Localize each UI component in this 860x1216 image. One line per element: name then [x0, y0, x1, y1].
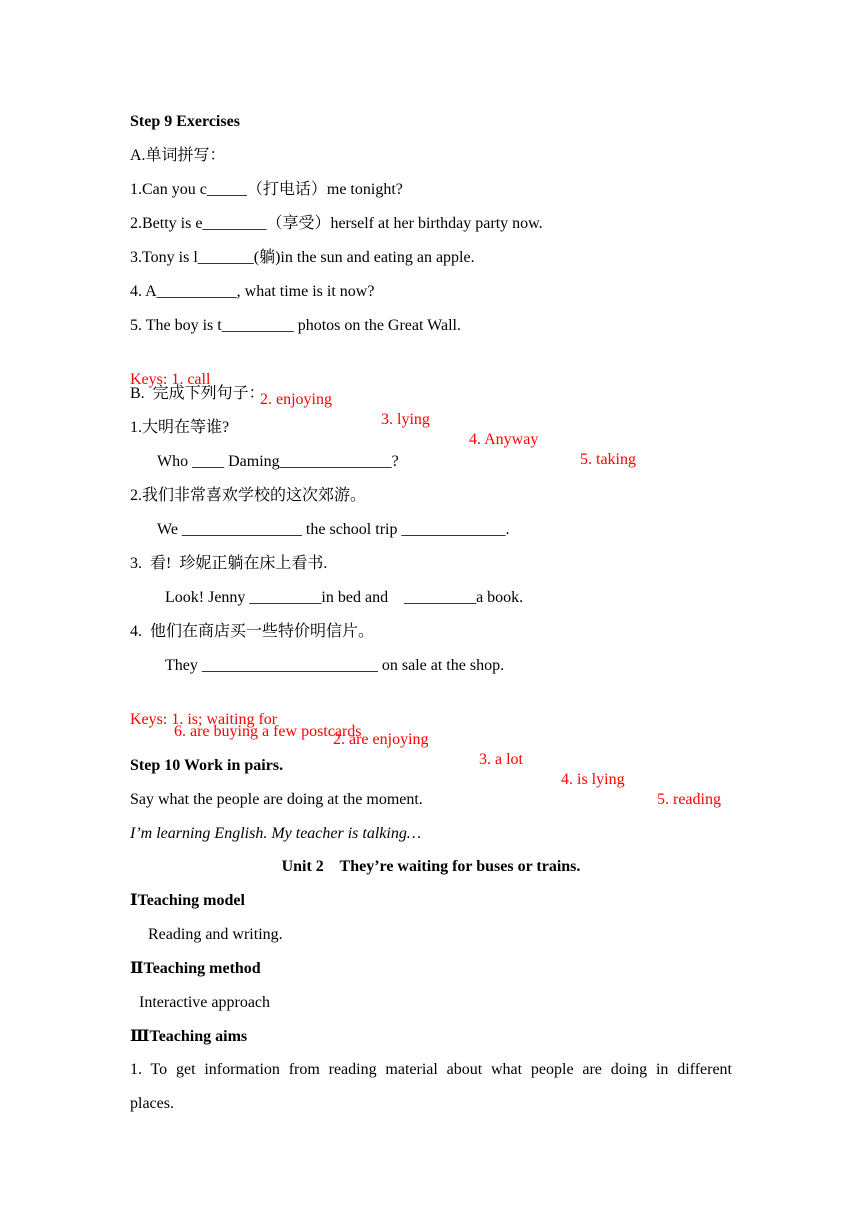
- teaching-model-text: Reading and writing.: [148, 926, 283, 943]
- part-b-answer-1: Who ____ Daming______________?: [157, 453, 399, 470]
- part-a-key-2: 2. enjoying: [260, 391, 332, 408]
- part-b-key-6: 6. are buying a few postcards: [174, 723, 362, 740]
- part-b-answer-2: We _______________ the school trip _____________.: [157, 521, 510, 538]
- teaching-aim-1-line-1: 1. To get information from reading material about what people are doing in different: [130, 1061, 732, 1078]
- part-b-question-4: 4. 他们在商店买一些特价明信片。: [130, 623, 375, 640]
- part-b-answer-3: Look! Jenny _________in bed and _________a book.: [165, 589, 524, 606]
- part-b-question-1: 1.大明在等谁?: [130, 419, 230, 436]
- part-a-item-1: 1.Can you c_____（打电话）me tonight?: [130, 181, 403, 198]
- part-b-keys-label: Keys: 1. is; waiting for: [130, 711, 278, 728]
- part-b-question-2: 2.我们非常喜欢学校的这次郊游。: [130, 487, 367, 504]
- part-a-item-4: 4. A__________, what time is it now?: [130, 283, 375, 300]
- step10-heading: Step 10 Work in pairs.: [130, 757, 284, 774]
- step10-example: I’m learning English. My teacher is talking…: [130, 825, 422, 842]
- part-a-key-5: 5. taking: [580, 451, 636, 468]
- part-a-title: A.单词拼写：: [130, 147, 226, 164]
- part-a-key-4: 4. Anyway: [469, 431, 539, 448]
- step10-instruction: Say what the people are doing at the moment.: [130, 791, 423, 808]
- teaching-aim-1-line-2: places.: [130, 1095, 174, 1112]
- part-a-key-3: 3. lying: [381, 411, 430, 428]
- part-a-item-5: 5. The boy is t_________ photos on the Great Wall.: [130, 317, 461, 334]
- teaching-method-heading: ⅡTeaching method: [130, 960, 261, 977]
- part-b-title: B. 完成下列句子：: [130, 385, 265, 402]
- teaching-aims-heading: ⅢTeaching aims: [130, 1028, 248, 1045]
- unit2-title: Unit 2 They’re waiting for buses or trains.: [281, 858, 581, 875]
- part-a-item-2: 2.Betty is e________（享受）herself at her birthday party now.: [130, 215, 543, 232]
- part-b-key-3: 3. a lot: [479, 751, 523, 768]
- part-b-key-4: 4. is lying: [561, 771, 625, 788]
- part-b-key-5: 5. reading: [657, 791, 721, 808]
- part-a-keys-label: Keys: 1. call: [130, 371, 211, 388]
- part-b-question-3: 3. 看! 珍妮正躺在床上看书.: [130, 555, 328, 572]
- part-b-key-2: 2. are enjoying: [333, 731, 429, 748]
- teaching-model-heading: ⅠTeaching model: [130, 892, 245, 909]
- teaching-method-text: Interactive approach: [139, 994, 271, 1011]
- step9-heading: Step 9 Exercises: [130, 113, 240, 130]
- part-a-item-3: 3.Tony is l_______(躺)in the sun and eating an apple.: [130, 249, 475, 266]
- part-b-answer-4: They ______________________ on sale at the shop.: [165, 657, 505, 674]
